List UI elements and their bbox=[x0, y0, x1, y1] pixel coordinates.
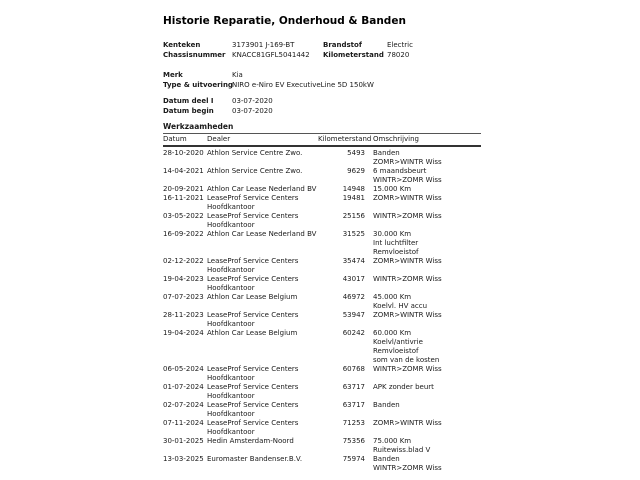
dealer-line: Hedin Amsterdam-Noord bbox=[207, 437, 294, 445]
omschrijving-line: 6 maandsbeurt bbox=[373, 167, 427, 175]
row-omschrijving bbox=[373, 167, 481, 185]
row-kilometerstand: 31525 bbox=[342, 230, 365, 238]
omschrijving-line: APK zonder beurt bbox=[373, 383, 434, 391]
row-datum: 16-11-2021 bbox=[163, 194, 204, 202]
omschrijving-line: Koelvl. HV accu bbox=[373, 302, 428, 310]
info-label: Merk bbox=[163, 71, 183, 79]
info-label: Kenteken bbox=[163, 41, 201, 49]
info-value: 03-07-2020 bbox=[232, 97, 273, 105]
row-dealer bbox=[207, 329, 318, 338]
omschrijving-line: ZOMR>WINTR Wiss bbox=[373, 158, 442, 166]
omschrijving-line: ZOMR>WINTR Wiss bbox=[373, 311, 442, 319]
table-row bbox=[163, 419, 481, 437]
row-datum: 28-11-2023 bbox=[163, 311, 204, 319]
info-value: 03-07-2020 bbox=[232, 107, 273, 115]
dealer-line: Athlon Car Lease Nederland BV bbox=[207, 185, 317, 193]
info-value: NIRO e-Niro EV ExecutiveLine 5D 150kW bbox=[232, 81, 374, 89]
info-value: 3173901 J-169-BT bbox=[232, 41, 295, 49]
info-value: Kia bbox=[232, 71, 243, 79]
dealer-line: Athlon Service Centre Zwo. bbox=[207, 167, 303, 175]
table-row bbox=[163, 185, 481, 194]
row-omschrijving bbox=[373, 212, 481, 221]
omschrijving-line: 15.000 Km bbox=[373, 185, 412, 193]
info-row bbox=[163, 70, 481, 80]
row-kilometerstand: 60242 bbox=[342, 329, 365, 337]
table-row bbox=[163, 194, 481, 212]
dealer-line: LeaseProf Service Centers bbox=[207, 194, 299, 202]
info-value: 78020 bbox=[387, 51, 410, 59]
row-omschrijving bbox=[373, 401, 481, 410]
row-omschrijving bbox=[373, 437, 481, 455]
row-dealer bbox=[207, 230, 318, 239]
row-kilometerstand: 5493 bbox=[347, 149, 365, 157]
column-header-dealer: Dealer bbox=[207, 135, 231, 143]
omschrijving-line: Remvloeistof bbox=[373, 248, 419, 256]
table-row bbox=[163, 275, 481, 293]
omschrijving-line: WINTR>ZOMR Wiss bbox=[373, 275, 442, 283]
info-label bbox=[323, 80, 387, 90]
table-row bbox=[163, 365, 481, 383]
info-label: Chassisnummer bbox=[163, 51, 226, 59]
row-datum: 02-07-2024 bbox=[163, 401, 204, 409]
row-dealer bbox=[207, 167, 318, 176]
row-datum: 02-12-2022 bbox=[163, 257, 204, 265]
info-row bbox=[163, 106, 481, 116]
omschrijving-line: 75.000 Km bbox=[373, 437, 412, 445]
omschrijving-line: Ruitewiss.blad V bbox=[373, 446, 431, 454]
row-datum: 13-03-2025 bbox=[163, 455, 204, 463]
row-datum: 06-05-2024 bbox=[163, 365, 204, 373]
vehicle-info-block-registration bbox=[163, 40, 481, 60]
werkzaamheden-section bbox=[163, 122, 481, 473]
table-row bbox=[163, 329, 481, 365]
row-dealer bbox=[207, 149, 318, 158]
table-row bbox=[163, 167, 481, 185]
table-row bbox=[163, 383, 481, 401]
row-dealer bbox=[207, 194, 318, 212]
info-row bbox=[163, 96, 481, 106]
info-label bbox=[323, 70, 387, 80]
row-omschrijving bbox=[373, 275, 481, 284]
dealer-line: LeaseProf Service Centers bbox=[207, 311, 299, 319]
row-kilometerstand: 75356 bbox=[342, 437, 365, 445]
dealer-line: Hoofdkantoor bbox=[207, 410, 255, 418]
vehicle-info-block-model bbox=[163, 70, 481, 90]
row-datum: 28-10-2020 bbox=[163, 149, 204, 157]
info-label: Datum begin bbox=[163, 107, 214, 115]
row-kilometerstand: 43017 bbox=[342, 275, 365, 283]
omschrijving-line: WINTR>ZOMR Wiss bbox=[373, 176, 442, 184]
dealer-line: Athlon Car Lease Belgium bbox=[207, 329, 298, 337]
omschrijving-line: ZOMR>WINTR Wiss bbox=[373, 194, 442, 202]
omschrijving-line: Int luchtfilter bbox=[373, 239, 419, 247]
row-datum: 01-07-2024 bbox=[163, 383, 204, 391]
page-title: Historie Reparatie, Onderhoud & Banden bbox=[163, 15, 406, 27]
row-omschrijving bbox=[373, 455, 481, 473]
info-row bbox=[163, 40, 481, 50]
info-label bbox=[323, 106, 387, 116]
omschrijving-line: WINTR>ZOMR Wiss bbox=[373, 464, 442, 472]
row-dealer bbox=[207, 185, 318, 194]
dealer-line: Athlon Car Lease Belgium bbox=[207, 293, 298, 301]
dealer-line: Euromaster Bandenser.B.V. bbox=[207, 455, 303, 463]
row-dealer bbox=[207, 401, 318, 419]
info-value bbox=[387, 70, 481, 80]
dealer-line: Hoofdkantoor bbox=[207, 221, 255, 229]
row-kilometerstand: 9629 bbox=[347, 167, 365, 175]
dealer-line: LeaseProf Service Centers bbox=[207, 401, 299, 409]
row-omschrijving bbox=[373, 185, 481, 194]
row-dealer bbox=[207, 455, 318, 464]
dealer-line: Hoofdkantoor bbox=[207, 320, 255, 328]
row-omschrijving bbox=[373, 194, 481, 203]
table-row bbox=[163, 455, 481, 473]
row-omschrijving bbox=[373, 329, 481, 365]
row-datum: 07-11-2024 bbox=[163, 419, 204, 427]
omschrijving-line: Banden bbox=[373, 149, 400, 157]
section-title: Werkzaamheden bbox=[163, 122, 234, 131]
omschrijving-line: 30.000 Km bbox=[373, 230, 412, 238]
row-kilometerstand: 63717 bbox=[342, 401, 365, 409]
row-datum: 16-09-2022 bbox=[163, 230, 204, 238]
table-body bbox=[163, 149, 481, 473]
dealer-line: Hoofdkantoor bbox=[207, 284, 255, 292]
info-value bbox=[387, 96, 481, 106]
info-value: Electric bbox=[387, 41, 413, 49]
table-row bbox=[163, 212, 481, 230]
row-kilometerstand: 46972 bbox=[342, 293, 365, 301]
omschrijving-line: ZOMR>WINTR Wiss bbox=[373, 257, 442, 265]
dealer-line: Hoofdkantoor bbox=[207, 374, 255, 382]
row-datum: 03-05-2022 bbox=[163, 212, 204, 220]
dealer-line: LeaseProf Service Centers bbox=[207, 365, 299, 373]
dealer-line: Hoofdkantoor bbox=[207, 392, 255, 400]
dealer-line: LeaseProf Service Centers bbox=[207, 275, 299, 283]
table-header bbox=[163, 134, 481, 145]
row-datum: 19-04-2024 bbox=[163, 329, 204, 337]
table-row bbox=[163, 401, 481, 419]
info-value: KNACC81GFL5041442 bbox=[232, 51, 310, 59]
row-omschrijving bbox=[373, 230, 481, 257]
table-row bbox=[163, 293, 481, 311]
row-dealer bbox=[207, 293, 318, 302]
row-omschrijving bbox=[373, 365, 481, 374]
row-omschrijving bbox=[373, 257, 481, 266]
info-value bbox=[387, 106, 481, 116]
table-row bbox=[163, 149, 481, 167]
table-row bbox=[163, 311, 481, 329]
omschrijving-line: WINTR>ZOMR Wiss bbox=[373, 212, 442, 220]
info-row bbox=[163, 80, 481, 90]
table-row bbox=[163, 437, 481, 455]
table-header-divider bbox=[163, 145, 481, 147]
row-dealer bbox=[207, 383, 318, 401]
row-kilometerstand: 53947 bbox=[342, 311, 365, 319]
row-kilometerstand: 60768 bbox=[342, 365, 365, 373]
table-row bbox=[163, 257, 481, 275]
row-dealer bbox=[207, 212, 318, 230]
dealer-line: Athlon Car Lease Nederland BV bbox=[207, 230, 317, 238]
dealer-line: LeaseProf Service Centers bbox=[207, 257, 299, 265]
document-page bbox=[163, 15, 481, 473]
column-header-kilometerstand: Kilometerstand bbox=[318, 135, 372, 143]
info-label bbox=[323, 96, 387, 106]
row-omschrijving bbox=[373, 311, 481, 320]
column-header-omschrijving: Omschrijving bbox=[373, 135, 419, 143]
row-dealer bbox=[207, 437, 318, 446]
row-datum: 19-04-2023 bbox=[163, 275, 204, 283]
column-header-datum: Datum bbox=[163, 135, 187, 143]
row-datum: 07-07-2023 bbox=[163, 293, 204, 301]
row-datum: 30-01-2025 bbox=[163, 437, 204, 445]
dealer-line: Hoofdkantoor bbox=[207, 428, 255, 436]
omschrijving-line: Remvloeistof bbox=[373, 347, 419, 355]
row-dealer bbox=[207, 311, 318, 329]
row-kilometerstand: 19481 bbox=[342, 194, 365, 202]
row-kilometerstand: 71253 bbox=[342, 419, 365, 427]
omschrijving-line: Banden bbox=[373, 401, 400, 409]
row-kilometerstand: 35474 bbox=[342, 257, 365, 265]
omschrijving-line: 45.000 Km bbox=[373, 293, 412, 301]
info-value bbox=[387, 80, 481, 90]
omschrijving-line: Banden bbox=[373, 455, 400, 463]
table-row bbox=[163, 230, 481, 257]
info-label: Type & uitvoering bbox=[163, 81, 233, 89]
row-kilometerstand: 14948 bbox=[342, 185, 365, 193]
row-omschrijving bbox=[373, 149, 481, 167]
info-row bbox=[163, 50, 481, 60]
dealer-line: LeaseProf Service Centers bbox=[207, 419, 299, 427]
info-label: Brandstof bbox=[323, 41, 362, 49]
vehicle-info-block-dates bbox=[163, 96, 481, 116]
row-kilometerstand: 25156 bbox=[342, 212, 365, 220]
row-datum: 14-04-2021 bbox=[163, 167, 204, 175]
row-dealer bbox=[207, 275, 318, 293]
omschrijving-line: som van de kosten bbox=[373, 356, 440, 364]
dealer-line: LeaseProf Service Centers bbox=[207, 212, 299, 220]
row-dealer bbox=[207, 365, 318, 383]
dealer-line: LeaseProf Service Centers bbox=[207, 383, 299, 391]
row-kilometerstand: 75974 bbox=[342, 455, 365, 463]
row-omschrijving bbox=[373, 293, 481, 311]
row-dealer bbox=[207, 419, 318, 437]
omschrijving-line: WINTR>ZOMR Wiss bbox=[373, 365, 442, 373]
dealer-line: Hoofdkantoor bbox=[207, 203, 255, 211]
row-datum: 20-09-2021 bbox=[163, 185, 204, 193]
omschrijving-line: Koelvl/antivrie bbox=[373, 338, 423, 346]
info-label: Datum deel I bbox=[163, 97, 214, 105]
dealer-line: Athlon Service Centre Zwo. bbox=[207, 149, 303, 157]
omschrijving-line: ZOMR>WINTR Wiss bbox=[373, 419, 442, 427]
dealer-line: Hoofdkantoor bbox=[207, 266, 255, 274]
row-kilometerstand: 63717 bbox=[342, 383, 365, 391]
info-label: Kilometerstand bbox=[323, 51, 384, 59]
omschrijving-line: 60.000 Km bbox=[373, 329, 412, 337]
row-omschrijving bbox=[373, 383, 481, 392]
row-dealer bbox=[207, 257, 318, 275]
row-omschrijving bbox=[373, 419, 481, 428]
